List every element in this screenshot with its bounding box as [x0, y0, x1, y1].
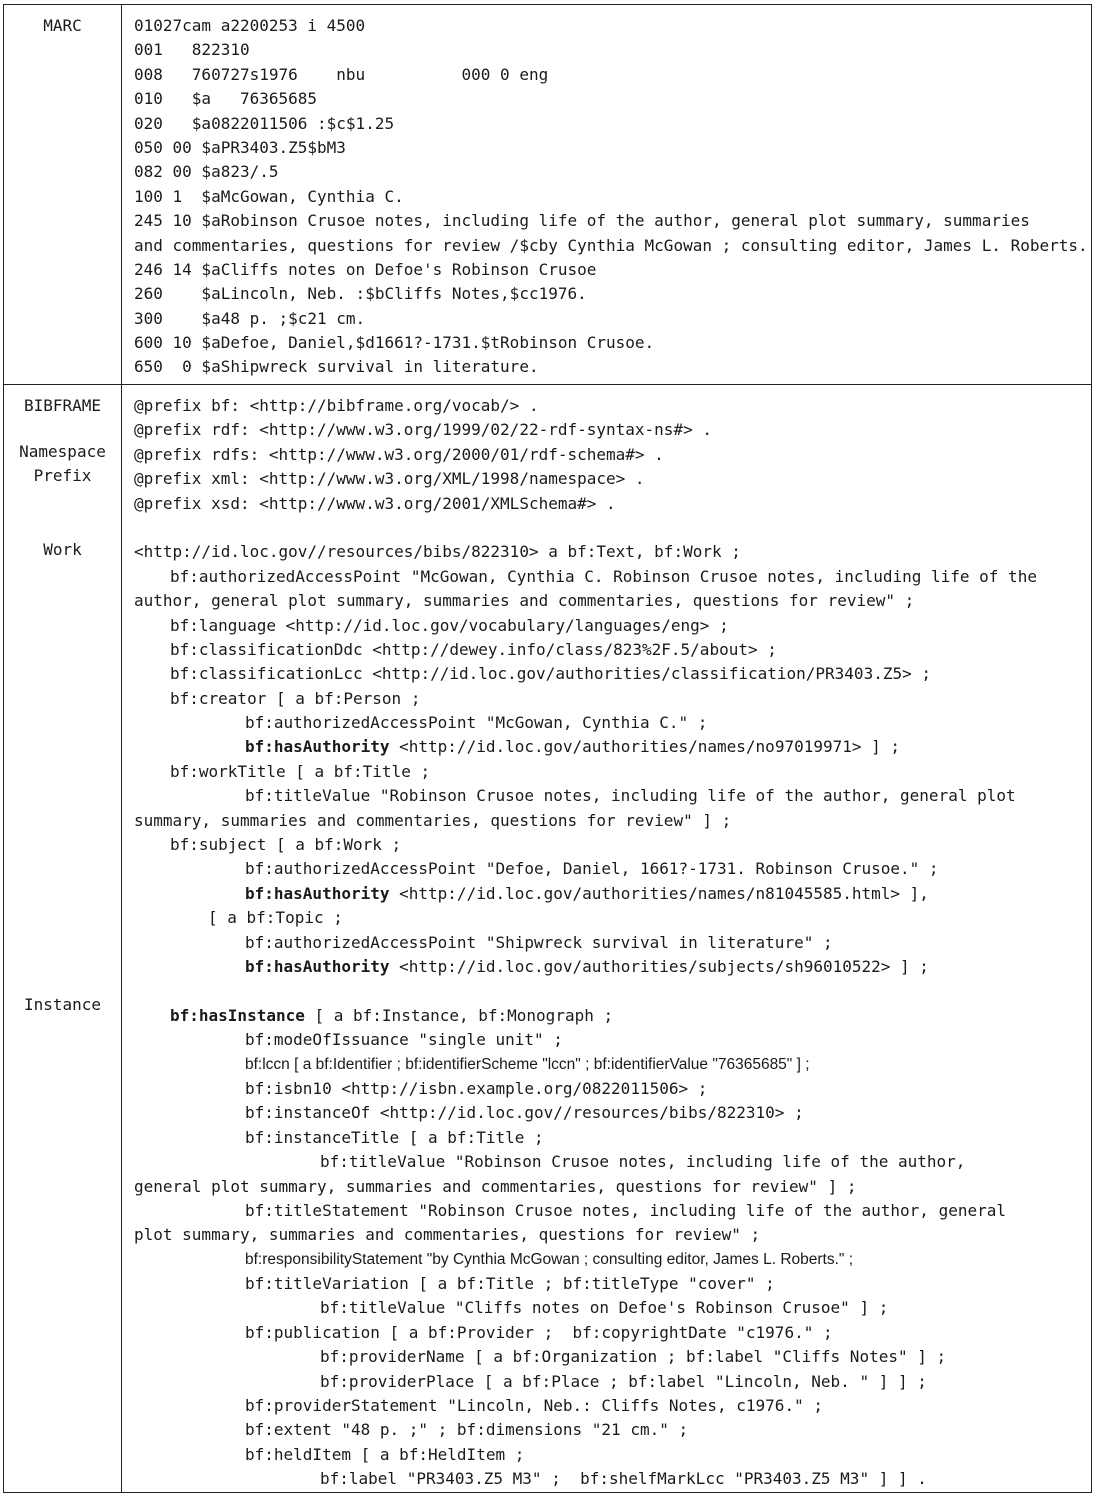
work-line: <http://id.loc.gov//resources/bibs/822310> a bf:Text, bf:Work ;	[134, 542, 741, 562]
prefix-line: @prefix rdf: <http://www.w3.org/1999/02/22-rdf-syntax-ns#> .	[134, 420, 712, 440]
marc-field-line: 246 14 $aCliffs notes on Defoe's Robinson Crusoe	[134, 259, 597, 279]
instance-line: general plot summary, summaries and commentaries, questions for review" ] ;	[134, 1176, 857, 1196]
instance-line: bf:label "PR3403.Z5 M3" ; bf:shelfMarkLcc "PR3403.Z5 M3" ] ] .	[320, 1469, 927, 1489]
instance-line-text: [ a bf:Instance, bf:Monograph ;	[304, 1005, 614, 1025]
work-line: bf:classificationLcc <http://id.loc.gov/authorities/classification/PR3403.Z5> ;	[170, 664, 931, 684]
work-line: bf:authorizedAccessPoint "Defoe, Daniel, 1661?-1731. Robinson Crusoe." ;	[245, 859, 939, 879]
instance-line: bf:extent "48 p. ;" ; bf:dimensions "21 cm." ;	[245, 1420, 689, 1440]
work-line: bf:language <http://id.loc.gov/vocabulary/languages/eng> ;	[170, 615, 729, 635]
prefix-line: @prefix xml: <http://www.w3.org/XML/1998/namespace> .	[134, 469, 645, 489]
instance-line: bf:titleValue "Robinson Crusoe notes, including life of the author,	[320, 1152, 966, 1172]
instance-line: bf:titleValue "Cliffs notes on Defoe's Robinson Crusoe" ] ;	[320, 1298, 889, 1318]
marc-label-cell	[4, 5, 122, 385]
work-line: [ a bf:Topic ;	[208, 908, 343, 928]
bibframe-label: BIBFRAME	[23, 396, 102, 415]
instance-block	[134, 1004, 1089, 1492]
work-block	[134, 540, 1089, 979]
marc-field-line: 650 0 $aShipwreck survival in literature.	[134, 357, 539, 377]
work-line-text: <http://id.loc.gov/authorities/names/no97019971> ] ;	[389, 737, 901, 757]
bibframe-record	[122, 385, 1092, 1493]
marc-field-line: 050 00 $aPR3403.Z5$bM3	[134, 137, 346, 157]
has-instance-keyword: bf:hasInstance	[170, 1005, 305, 1025]
bibframe-row	[4, 385, 1092, 1493]
marc-row	[4, 5, 1092, 385]
prefix-label: Prefix	[33, 466, 92, 485]
work-line: author, general plot summary, summaries and commentaries, questions for review" ;	[134, 591, 915, 611]
instance-label: Instance	[23, 995, 102, 1014]
marc-field-line: 082 00 $a823/.5	[134, 162, 279, 182]
marc-lines	[134, 14, 1089, 380]
bibframe-label-cell	[4, 385, 122, 1493]
marc-field-line: 010 $a 76365685	[134, 89, 318, 109]
instance-line: bf:providerName [ a bf:Organization ; bf:label "Cliffs Notes" ] ;	[320, 1347, 947, 1367]
prefix-line: @prefix bf: <http://bibframe.org/vocab/> .	[134, 396, 539, 415]
instance-line: bf:titleStatement "Robinson Crusoe notes, including life of the author, general	[245, 1200, 1006, 1220]
instance-line: plot summary, summaries and commentaries, questions for review" ;	[134, 1225, 761, 1245]
namespace-prefixes	[134, 394, 1089, 516]
work-line: bf:authorizedAccessPoint "McGowan, Cynthia C. Robinson Crusoe notes, including life of the	[170, 566, 1037, 586]
work-line-text: <http://id.loc.gov/authorities/names/n81045585.html> ],	[389, 883, 929, 903]
marc-field-line: 01027cam a2200253 i 4500	[134, 16, 366, 35]
work-line: summary, summaries and commentaries, questions for review" ] ;	[134, 810, 732, 830]
marc-bibframe-table	[3, 4, 1092, 1493]
instance-line: bf:instanceOf <http://id.loc.gov//resources/bibs/822310> ;	[245, 1103, 804, 1123]
marc-field-line: 245 10 $aRobinson Crusoe notes, including life of the author, general plot summary, summaries	[134, 211, 1030, 231]
marc-label: MARC	[43, 16, 82, 35]
work-line	[134, 955, 1089, 979]
marc-field-line: 600 10 $aDefoe, Daniel,$d1661?-1731.$tRobinson Crusoe.	[134, 333, 655, 353]
instance-line: bf:providerStatement "Lincoln, Neb.: Cliffs Notes, c1976." ;	[245, 1396, 823, 1416]
work-line-text: <http://id.loc.gov/authorities/subjects/sh96010522> ] ;	[389, 956, 929, 976]
instance-line: bf:lccn [ a bf:Identifier ; bf:identifierScheme "lccn" ; bf:identifierValue "76365685" ] ;	[245, 1055, 810, 1073]
work-line: bf:authorizedAccessPoint "McGowan, Cynthia C." ;	[245, 713, 708, 733]
marc-field-line: 008 760727s1976 nbu 000 0 eng	[134, 64, 549, 84]
work-label: Work	[43, 540, 82, 559]
work-line	[134, 735, 1089, 759]
has-authority-keyword: bf:hasAuthority	[245, 737, 390, 757]
marc-field-line: 020 $a0822011506 :$c$1.25	[134, 113, 395, 133]
instance-line: bf:heldItem [ a bf:HeldItem ;	[245, 1444, 525, 1464]
instance-line: bf:titleVariation [ a bf:Title ; bf:titleType "cover" ;	[245, 1274, 775, 1294]
work-line: bf:subject [ a bf:Work ;	[170, 835, 402, 855]
prefix-line: @prefix rdfs: <http://www.w3.org/2000/01/rdf-schema#> .	[134, 444, 664, 464]
work-line: bf:titleValue "Robinson Crusoe notes, including life of the author, general plot	[245, 786, 1016, 806]
spacer	[134, 516, 1089, 540]
marc-record	[122, 5, 1092, 385]
instance-line: bf:providerPlace [ a bf:Place ; bf:label "Lincoln, Neb. " ] ] ;	[320, 1371, 927, 1391]
spacer	[134, 979, 1089, 1003]
work-line: bf:workTitle [ a bf:Title ;	[170, 761, 431, 781]
work-line	[134, 882, 1089, 906]
has-authority-keyword: bf:hasAuthority	[245, 956, 390, 976]
has-authority-keyword: bf:hasAuthority	[245, 883, 390, 903]
marc-field-line: 300 $a48 p. ;$c21 cm.	[134, 308, 366, 328]
work-line: bf:authorizedAccessPoint "Shipwreck survival in literature" ;	[245, 932, 833, 952]
instance-line: bf:instanceTitle [ a bf:Title ;	[245, 1127, 544, 1147]
namespace-label: Namespace	[19, 442, 106, 461]
work-line: bf:classificationDdc <http://dewey.info/class/823%2F.5/about> ;	[170, 639, 777, 659]
instance-line: bf:publication [ a bf:Provider ; bf:copyrightDate "c1976." ;	[245, 1322, 833, 1342]
instance-line: bf:modeOfIssuance "single unit" ;	[245, 1030, 563, 1050]
marc-field-line: 100 1 $aMcGowan, Cynthia C.	[134, 186, 404, 206]
marc-field-line: 260 $aLincoln, Neb. :$bCliffs Notes,$cc1976.	[134, 284, 587, 304]
marc-field-line: 001 822310	[134, 40, 250, 60]
marc-field-line: and commentaries, questions for review /$cby Cynthia McGowan ; consulting editor, James L. Roberts.	[134, 235, 1088, 255]
prefix-line: @prefix xsd: <http://www.w3.org/2001/XMLSchema#> .	[134, 493, 616, 513]
instance-line: bf:responsibilityStatement "by Cynthia McGowan ; consulting editor, James L. Roberts." ;	[245, 1250, 854, 1268]
work-line: bf:creator [ a bf:Person ;	[170, 688, 421, 708]
instance-line	[134, 1004, 1089, 1028]
instance-line: bf:isbn10 <http://isbn.example.org/0822011506> ;	[245, 1078, 708, 1098]
